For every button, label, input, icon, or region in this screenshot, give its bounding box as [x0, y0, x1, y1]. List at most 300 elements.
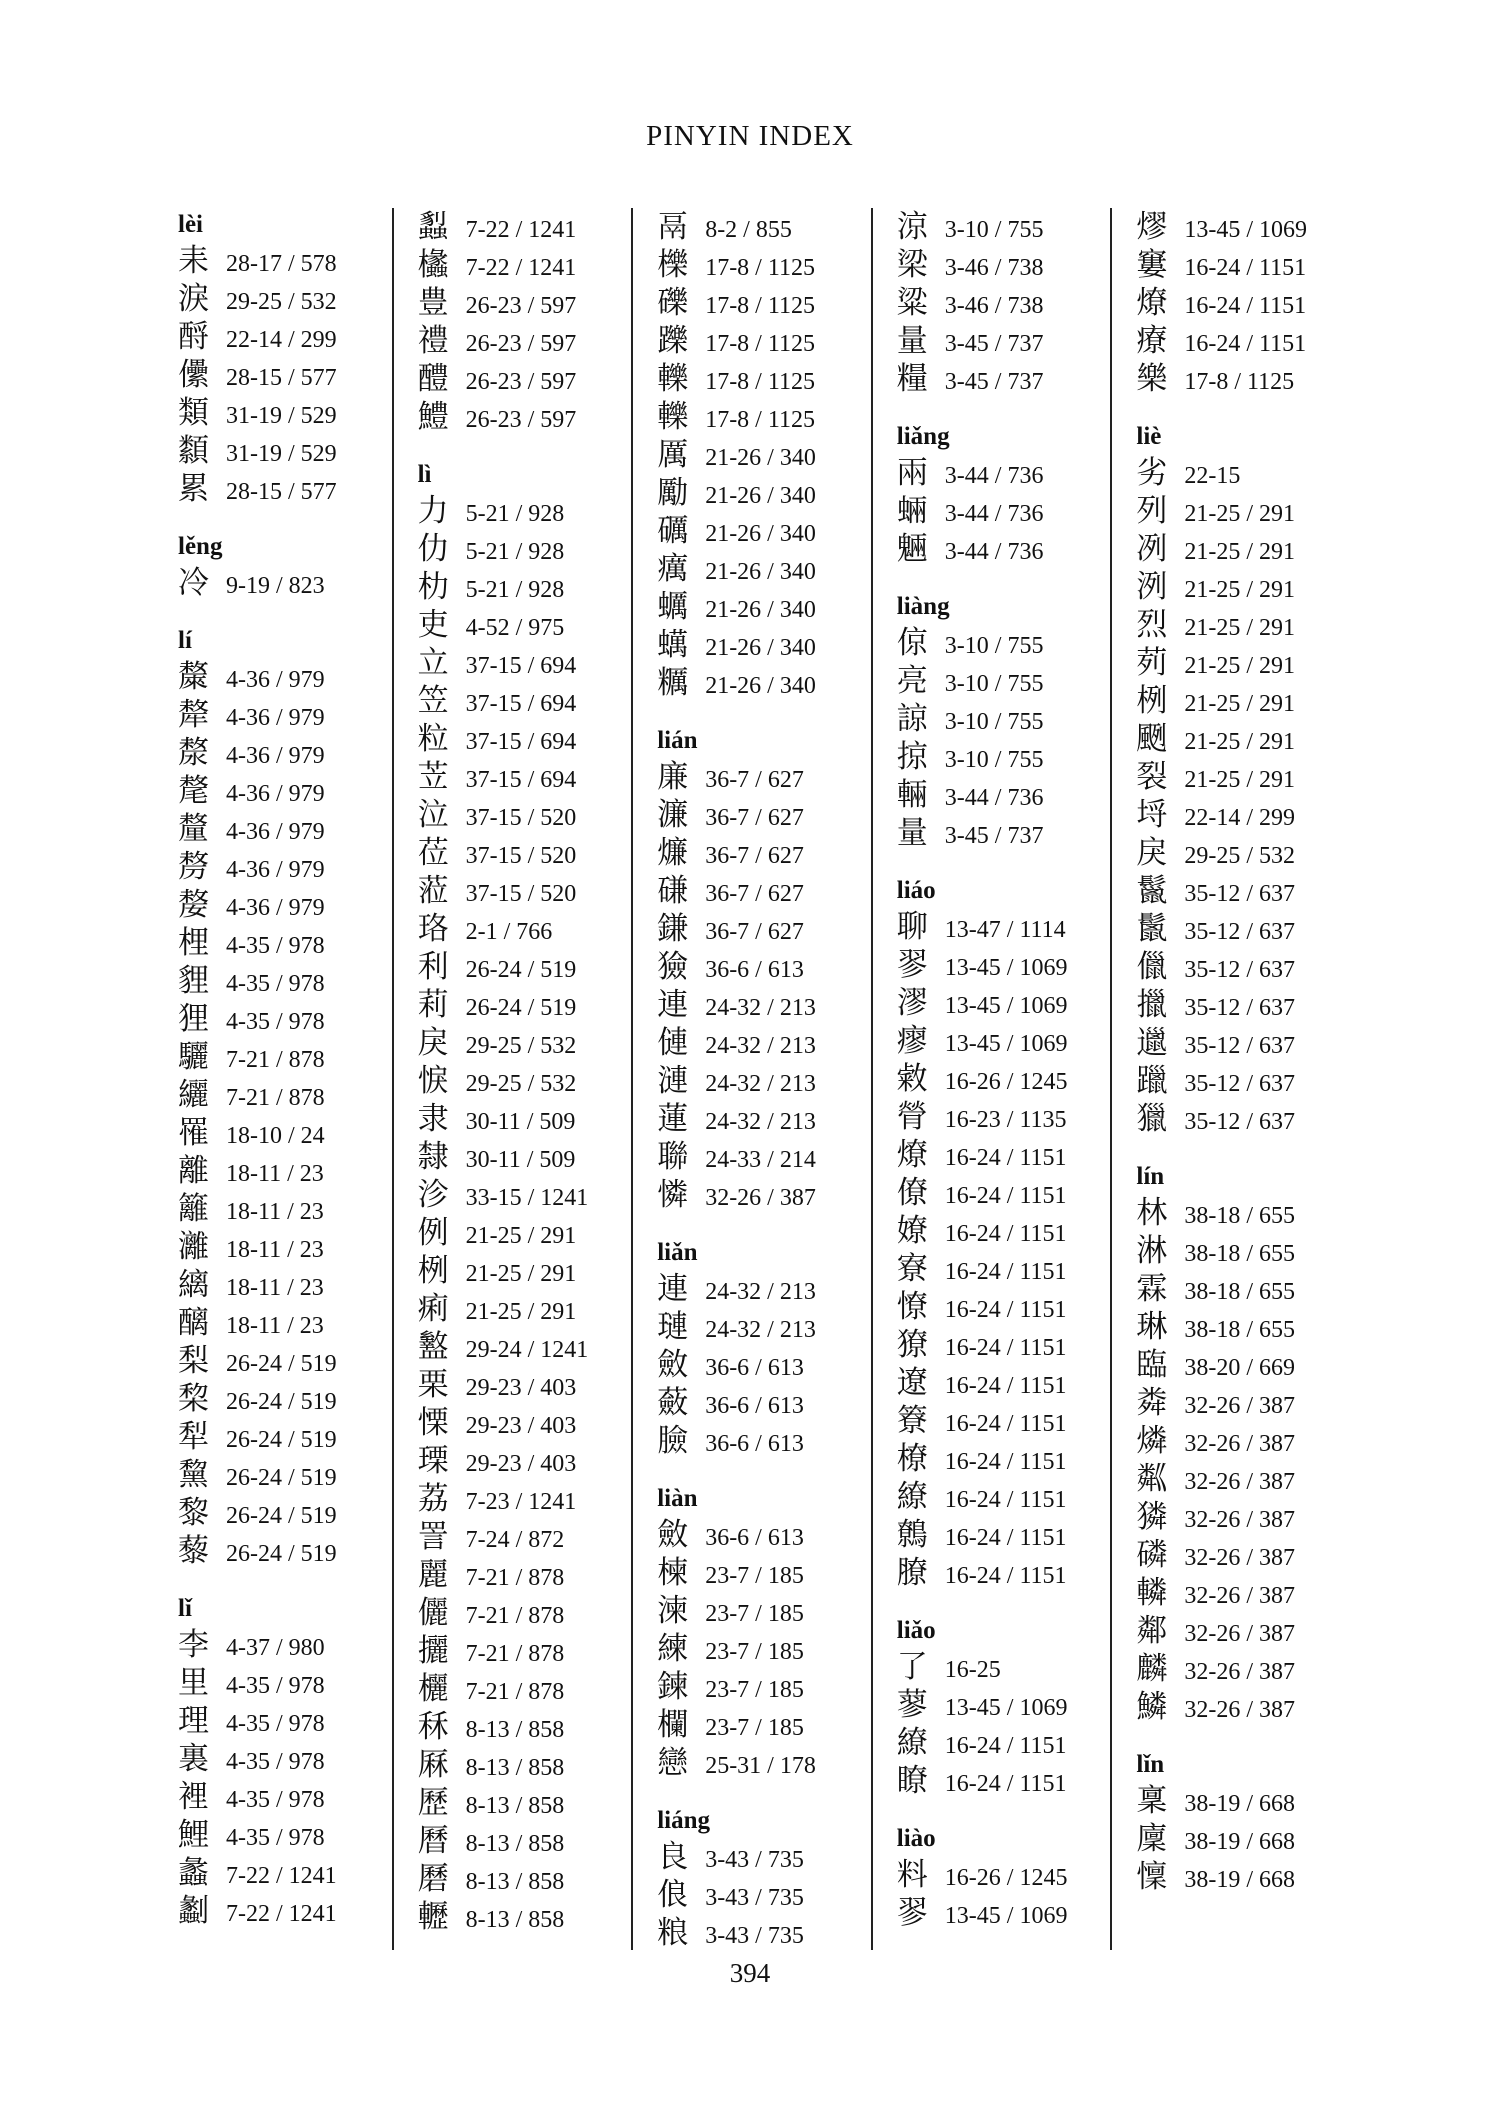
entry-reference: 16-24 / 1151 — [944, 1771, 1067, 1797]
index-entry — [418, 796, 632, 834]
entry-reference: 5-21 / 928 — [465, 577, 565, 603]
entry-character: 蓼 — [896, 1687, 928, 1723]
entry-character: 氂 — [178, 773, 209, 809]
entry-character: 淋 — [1136, 1233, 1168, 1269]
entry-reference: 16-24 / 1151 — [944, 1525, 1067, 1551]
index-entry — [657, 758, 871, 796]
index-entry — [1136, 834, 1350, 872]
entry-character: 連 — [657, 987, 689, 1023]
index-entry — [178, 1664, 392, 1702]
entry-reference: 17-8 / 1125 — [1184, 369, 1295, 395]
entry-character: 聊 — [896, 909, 928, 945]
entry-reference: 18-11 / 23 — [226, 1199, 324, 1225]
index-entry — [657, 1914, 871, 1952]
entry-character: 糧 — [896, 361, 928, 397]
entry-character: 蠡 — [178, 1855, 209, 1891]
entry-reference: 3-43 / 735 — [705, 1923, 804, 1949]
entry-reference: 7-23 / 1241 — [465, 1489, 577, 1515]
index-entry — [178, 1740, 392, 1778]
pinyin-group — [657, 208, 871, 702]
entry-reference: 26-24 / 519 — [226, 1503, 337, 1529]
entry-reference: 36-6 / 613 — [705, 1525, 804, 1551]
pinyin-group — [1136, 1160, 1350, 1726]
entry-reference: 7-22 / 1241 — [226, 1863, 337, 1889]
entry-reference: 3-44 / 736 — [944, 463, 1044, 489]
entry-character: 狸 — [178, 1001, 209, 1037]
entry-character: 櫟 — [657, 247, 689, 283]
entry-reference: 32-26 / 387 — [1184, 1469, 1296, 1495]
index-entry — [1136, 246, 1350, 284]
entry-character: 悷 — [417, 1063, 449, 1099]
entry-reference: 16-24 / 1151 — [944, 1411, 1067, 1437]
entry-reference: 35-12 / 637 — [1184, 1109, 1296, 1135]
index-entry — [178, 1854, 392, 1892]
index-entry — [657, 872, 871, 910]
entry-character: 栵 — [417, 1253, 449, 1289]
entry-reference: 18-11 / 23 — [226, 1313, 324, 1339]
pinyin-group — [178, 208, 392, 508]
entry-character: 擸 — [1136, 987, 1168, 1023]
entry-reference: 23-7 / 185 — [705, 1601, 804, 1627]
entry-character: 類 — [178, 395, 209, 431]
entry-character: 糲 — [657, 665, 689, 701]
index-entry — [1136, 1688, 1350, 1726]
index-entry — [897, 1856, 1111, 1894]
entry-reference: 24-32 / 213 — [705, 1279, 816, 1305]
entry-reference: 36-6 / 613 — [705, 1431, 804, 1457]
entry-character: 冷 — [178, 565, 209, 601]
entry-character: 涼 — [896, 209, 928, 245]
entry-character: 躐 — [1136, 1063, 1168, 1099]
entry-reference: 38-19 / 668 — [1184, 1791, 1296, 1817]
entry-character: 黎 — [178, 1495, 209, 1531]
index-entry — [418, 872, 632, 910]
entry-reference: 31-19 / 529 — [226, 403, 337, 429]
index-entry — [657, 1630, 871, 1668]
index-entry — [657, 910, 871, 948]
entry-character: 攦 — [417, 1633, 449, 1669]
entry-character: 裏 — [178, 1741, 209, 1777]
pinyin-group — [418, 208, 632, 436]
entry-character: 栵 — [1136, 683, 1168, 719]
index-entry — [418, 322, 632, 360]
index-entry — [657, 1024, 871, 1062]
entry-reference: 32-26 / 387 — [1184, 1545, 1296, 1571]
index-entry — [418, 1404, 632, 1442]
index-entry — [418, 1252, 632, 1290]
entry-character: 笠 — [417, 683, 449, 719]
entry-reference: 13-45 / 1069 — [944, 955, 1068, 981]
entry-reference: 4-36 / 979 — [226, 705, 325, 731]
entry-reference: 23-7 / 185 — [705, 1677, 804, 1703]
index-entry — [178, 280, 392, 318]
entry-character: 犁 — [178, 1419, 209, 1455]
entry-reference: 18-10 / 24 — [226, 1123, 325, 1149]
index-entry — [1136, 208, 1350, 246]
entry-reference: 7-21 / 878 — [226, 1047, 325, 1073]
index-entry — [897, 1724, 1111, 1762]
entry-character: 籬 — [178, 1191, 209, 1227]
entry-character: 裡 — [178, 1779, 209, 1815]
entry-reference: 13-45 / 1069 — [944, 993, 1068, 1019]
index-entry — [418, 1214, 632, 1252]
entry-reference: 31-19 / 529 — [226, 441, 337, 467]
entry-reference: 26-24 / 519 — [465, 995, 577, 1021]
entry-character: 稟 — [1136, 1783, 1168, 1819]
entry-character: 憐 — [657, 1177, 689, 1213]
index-entry — [1136, 1100, 1350, 1138]
index-entry — [418, 606, 632, 644]
index-entry — [1136, 872, 1350, 910]
index-entry — [178, 318, 392, 356]
entry-character: 廉 — [657, 759, 689, 795]
entry-character: 沴 — [417, 1177, 449, 1213]
entry-reference: 7-21 / 878 — [465, 1603, 565, 1629]
pinyin-heading: liè — [1136, 423, 1162, 450]
index-entry — [897, 284, 1111, 322]
entry-reference: 36-7 / 627 — [705, 805, 804, 831]
index-entry — [418, 1556, 632, 1594]
entry-character: 膫 — [896, 1555, 928, 1591]
entry-character: 驪 — [178, 1039, 209, 1075]
entry-reference: 29-23 / 403 — [465, 1451, 577, 1477]
entry-reference: 36-7 / 627 — [705, 919, 804, 945]
entry-character: 戀 — [657, 1745, 689, 1781]
entry-character: 霖 — [1136, 1271, 1168, 1307]
index-entry — [178, 1000, 392, 1038]
entry-character: 蓮 — [657, 1101, 689, 1137]
entry-character: 亮 — [896, 663, 928, 699]
index-entry — [1136, 1858, 1350, 1896]
index-entry — [897, 1648, 1111, 1686]
pinyin-group — [897, 590, 1111, 852]
entry-character: 磏 — [657, 873, 689, 909]
entry-reference: 17-8 / 1125 — [705, 293, 815, 319]
entry-character: 隸 — [417, 1139, 449, 1175]
entry-reference: 21-25 / 291 — [465, 1223, 577, 1249]
entry-character: 斂 — [657, 1347, 689, 1383]
entry-reference: 7-22 / 1241 — [465, 255, 577, 281]
index-entry — [657, 1308, 871, 1346]
entry-character: 鱧 — [417, 399, 449, 435]
index-entry — [1136, 284, 1350, 322]
entry-character: 立 — [417, 645, 449, 681]
index-entry — [418, 492, 632, 530]
entry-character: 釐 — [178, 811, 209, 847]
entry-character: 儽 — [178, 357, 209, 393]
entry-reference: 37-15 / 520 — [465, 805, 577, 831]
entry-character: 連 — [657, 1271, 689, 1307]
entry-character: 獵 — [1136, 1101, 1168, 1137]
index-entry — [178, 734, 392, 772]
index-entry — [897, 738, 1111, 776]
index-entry — [1136, 1308, 1350, 1346]
entry-reference: 35-12 / 637 — [1184, 919, 1296, 945]
entry-character: 鎌 — [657, 911, 689, 947]
entry-reference: 36-6 / 613 — [705, 1393, 804, 1419]
entry-reference: 8-13 / 858 — [465, 1907, 565, 1933]
entry-reference: 24-32 / 213 — [705, 1317, 816, 1343]
entry-character: 醴 — [417, 361, 449, 397]
entry-reference: 36-6 / 613 — [705, 957, 804, 983]
index-entry — [418, 1442, 632, 1480]
entry-character: 窶 — [1136, 247, 1168, 283]
entry-reference: 4-35 / 978 — [226, 1673, 325, 1699]
entry-reference: 8-13 / 858 — [465, 1793, 565, 1819]
entry-reference: 4-35 / 978 — [226, 1787, 325, 1813]
index-entry — [418, 758, 632, 796]
index-entry — [657, 664, 871, 702]
entry-character: 利 — [417, 949, 449, 985]
entry-character: 廩 — [1136, 1821, 1168, 1857]
entry-character: 劣 — [1136, 455, 1168, 491]
entry-reference: 3-44 / 736 — [944, 539, 1044, 565]
index-entry — [897, 662, 1111, 700]
index-entry — [897, 1516, 1111, 1554]
entry-reference: 18-11 / 23 — [226, 1275, 324, 1301]
index-entry — [897, 322, 1111, 360]
entry-character: 諒 — [896, 701, 928, 737]
entry-character: 灕 — [178, 1229, 209, 1265]
entry-character: 鬲 — [657, 209, 689, 245]
pinyin-heading: lěng — [178, 533, 223, 560]
entry-character: 欄 — [657, 1707, 689, 1743]
entry-character: 俍 — [657, 1877, 689, 1913]
entry-reference: 24-32 / 213 — [705, 1071, 816, 1097]
index-entry — [897, 946, 1111, 984]
entry-character: 劙 — [178, 1893, 209, 1929]
entry-reference: 37-15 / 520 — [465, 843, 577, 869]
index-entry — [1136, 606, 1350, 644]
index-entry — [657, 986, 871, 1024]
entry-character: 麟 — [1136, 1651, 1168, 1687]
entry-reference: 4-36 / 979 — [226, 819, 325, 845]
entry-character: 燎 — [896, 1137, 928, 1173]
entry-character: 梩 — [178, 925, 209, 961]
index-entry — [178, 1418, 392, 1456]
index-entry — [897, 984, 1111, 1022]
entry-character: 憭 — [896, 1289, 928, 1325]
entry-reference: 16-24 / 1151 — [944, 1487, 1067, 1513]
entry-reference: 21-25 / 291 — [465, 1299, 577, 1325]
index-entry — [418, 1480, 632, 1518]
entry-reference: 4-36 / 979 — [226, 667, 325, 693]
entry-reference: 21-25 / 291 — [1184, 653, 1296, 679]
entry-reference: 37-15 / 694 — [465, 653, 577, 679]
entry-character: 寮 — [896, 1251, 928, 1287]
entry-character: 林 — [1136, 1195, 1168, 1231]
entry-character: 歷 — [417, 1785, 449, 1821]
entry-reference: 32-26 / 387 — [705, 1185, 816, 1211]
entry-reference: 21-25 / 291 — [1184, 691, 1296, 717]
entry-character: 鄰 — [1136, 1613, 1168, 1649]
index-entry — [1136, 720, 1350, 758]
entry-character: 蠣 — [657, 589, 689, 625]
index-entry — [178, 432, 392, 470]
entry-reference: 32-26 / 387 — [1184, 1507, 1296, 1533]
index-entry — [1136, 758, 1350, 796]
index-entry — [1136, 1232, 1350, 1270]
entry-reference: 29-25 / 532 — [1184, 843, 1296, 869]
entry-reference: 21-25 / 291 — [1184, 729, 1296, 755]
entry-reference: 35-12 / 637 — [1184, 995, 1296, 1021]
entry-reference: 4-35 / 978 — [226, 971, 325, 997]
entry-reference: 37-15 / 520 — [465, 881, 577, 907]
entry-character: 療 — [1136, 323, 1168, 359]
index-entry — [1136, 1650, 1350, 1688]
index-entry — [418, 208, 632, 246]
index-entry — [657, 1346, 871, 1384]
index-entry — [418, 1632, 632, 1670]
pinyin-heading: lì — [417, 461, 432, 488]
entry-character: 酹 — [178, 319, 209, 355]
pinyin-heading: liǎo — [896, 1617, 936, 1644]
index-entry — [418, 682, 632, 720]
index-entry — [657, 360, 871, 398]
entry-reference: 2-1 / 766 — [465, 919, 553, 945]
entry-reference: 32-26 / 387 — [1184, 1697, 1296, 1723]
pinyin-group — [418, 458, 632, 1936]
entry-reference: 38-19 / 668 — [1184, 1829, 1296, 1855]
pinyin-group — [178, 530, 392, 602]
entry-reference: 30-11 / 509 — [465, 1147, 576, 1173]
index-entry — [897, 1250, 1111, 1288]
index-entry — [418, 568, 632, 606]
entry-reference: 32-26 / 387 — [1184, 1583, 1296, 1609]
index-entry — [897, 1212, 1111, 1250]
index-entry — [1136, 454, 1350, 492]
entry-reference: 17-8 / 1125 — [705, 369, 815, 395]
index-entry — [657, 1138, 871, 1176]
entry-reference: 4-37 / 980 — [226, 1635, 325, 1661]
entry-reference: 13-45 / 1069 — [944, 1695, 1068, 1721]
entry-reference: 13-45 / 1069 — [944, 1031, 1068, 1057]
entry-reference: 38-20 / 669 — [1184, 1355, 1296, 1381]
entry-reference: 21-26 / 340 — [705, 521, 816, 547]
pinyin-group — [1136, 420, 1350, 1138]
entry-reference: 3-10 / 755 — [944, 217, 1044, 243]
entry-reference: 26-23 / 597 — [465, 407, 577, 433]
index-entry — [657, 246, 871, 284]
entry-character: 燎 — [1136, 285, 1168, 321]
entry-reference: 3-10 / 755 — [944, 747, 1044, 773]
entry-character: 勵 — [657, 475, 689, 511]
pinyin-group — [178, 624, 392, 1570]
entry-character: 斂 — [657, 1517, 689, 1553]
entry-reference: 7-24 / 872 — [465, 1527, 565, 1553]
entry-reference: 16-24 / 1151 — [944, 1221, 1067, 1247]
entry-character: 縭 — [178, 1267, 209, 1303]
entry-character: 粮 — [657, 1915, 689, 1951]
entry-reference: 7-21 / 878 — [226, 1085, 325, 1111]
entry-reference: 28-15 / 577 — [226, 365, 337, 391]
index-entry — [418, 1708, 632, 1746]
index-entry — [178, 1532, 392, 1570]
index-entry — [418, 910, 632, 948]
entry-reference: 16-24 / 1151 — [944, 1563, 1067, 1589]
entry-character: 癘 — [657, 551, 689, 587]
index-entry — [418, 1138, 632, 1176]
entry-reference: 21-26 / 340 — [705, 559, 816, 585]
entry-character: 朸 — [417, 569, 449, 605]
index-entry — [897, 1288, 1111, 1326]
index-entry — [178, 1626, 392, 1664]
entry-character: 烈 — [1136, 607, 1168, 643]
index-entry — [1136, 1782, 1350, 1820]
pinyin-heading: lǐ — [178, 1595, 192, 1622]
entry-reference: 26-23 / 597 — [465, 369, 577, 395]
index-entry — [657, 436, 871, 474]
entry-character: 嫽 — [896, 1213, 928, 1249]
entry-character: 簝 — [896, 1403, 928, 1439]
entry-character: 量 — [896, 815, 928, 851]
entry-character: 裂 — [1136, 759, 1168, 795]
index-entry — [178, 242, 392, 280]
index-entry — [178, 886, 392, 924]
index-entry — [657, 1706, 871, 1744]
index-entry — [1136, 530, 1350, 568]
entry-character: 蜽 — [896, 493, 928, 529]
index-entry — [178, 1190, 392, 1228]
entry-character: 琳 — [1136, 1309, 1168, 1345]
entry-reference: 3-45 / 737 — [944, 369, 1044, 395]
index-entry — [657, 1384, 871, 1422]
index-entry — [418, 1328, 632, 1366]
index-entry — [897, 1440, 1111, 1478]
index-entry — [657, 1270, 871, 1308]
entry-character: 湅 — [657, 1593, 689, 1629]
entry-reference: 32-26 / 387 — [1184, 1431, 1296, 1457]
entry-reference: 16-24 / 1151 — [944, 1733, 1067, 1759]
index-entry — [418, 284, 632, 322]
index-entry — [1136, 910, 1350, 948]
index-entry — [1136, 1346, 1350, 1384]
index-entry — [1136, 1270, 1350, 1308]
entry-character: 盭 — [417, 1329, 449, 1365]
index-entry — [657, 588, 871, 626]
entry-character: 蠇 — [657, 627, 689, 663]
entry-character: 鱗 — [1136, 1689, 1168, 1725]
entry-character: 苙 — [417, 759, 449, 795]
pinyin-group — [1136, 208, 1350, 398]
index-entry — [178, 1076, 392, 1114]
index-entry — [1136, 360, 1350, 398]
entry-reference: 13-47 / 1114 — [944, 917, 1066, 943]
index-entry — [657, 1516, 871, 1554]
index-entry — [897, 776, 1111, 814]
entry-character: 理 — [178, 1703, 209, 1739]
entry-character: 豊 — [417, 285, 449, 321]
entry-character: 里 — [178, 1665, 209, 1701]
entry-character: 力 — [417, 493, 449, 529]
index-entry — [418, 530, 632, 568]
entry-character: 罹 — [178, 1115, 209, 1151]
index-entry — [897, 700, 1111, 738]
entry-character: 梁 — [896, 247, 928, 283]
entry-character: 秝 — [417, 1709, 449, 1745]
index-entry — [897, 530, 1111, 568]
entry-character: 臨 — [1136, 1347, 1168, 1383]
entry-character: 累 — [178, 471, 209, 507]
entry-reference: 30-11 / 509 — [465, 1109, 576, 1135]
index-entry — [657, 322, 871, 360]
entry-reference: 16-24 / 1151 — [944, 1297, 1067, 1323]
entry-character: 颲 — [1136, 721, 1168, 757]
entry-reference: 35-12 / 637 — [1184, 881, 1296, 907]
pinyin-heading: liàn — [657, 1485, 698, 1512]
index-entry — [1136, 1498, 1350, 1536]
entry-reference: 4-36 / 979 — [226, 895, 325, 921]
